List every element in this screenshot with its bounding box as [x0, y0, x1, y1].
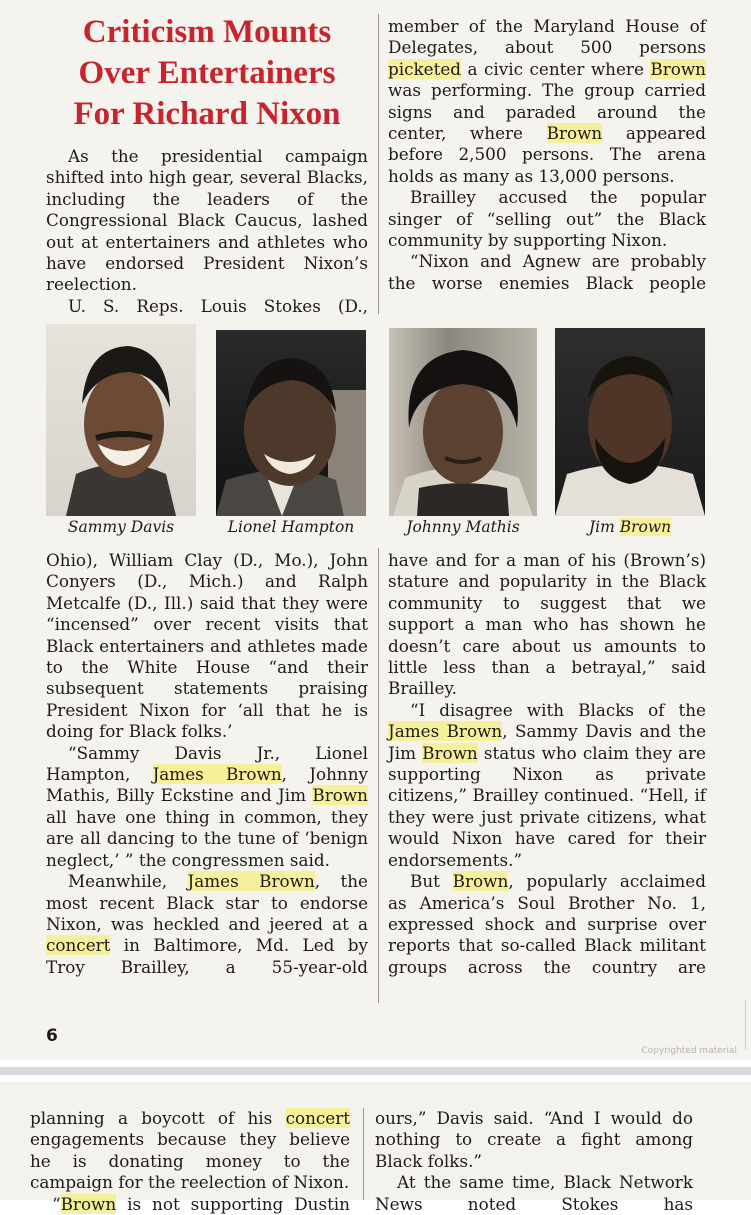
- paragraph: [46, 296, 368, 317]
- highlighted-text: Brown: [422, 742, 478, 763]
- caption-lionel-hampton: [216, 518, 366, 536]
- text-run: ours,” Davis said. “And I would do nothing to create a fight among Black folks.”: [375, 1108, 693, 1171]
- column-bottom-left: [46, 550, 368, 1010]
- highlighted-text: Brown: [60, 1193, 117, 1214]
- highlighted-text: picketed: [388, 58, 462, 79]
- portrait-jim-brown: [555, 328, 705, 516]
- next-column-rule: [363, 1108, 364, 1200]
- paragraph: [30, 1108, 350, 1194]
- text-run: engagements because they believe he is donating money to the campaign for the reelection of Nixon.: [30, 1129, 350, 1193]
- text-run: Brailley accused the popular singer of “selling out” the Black community by supporting Nixon.: [388, 187, 706, 251]
- highlighted-text: concert: [285, 1108, 350, 1128]
- paragraph: [46, 871, 368, 978]
- text-run: Meanwhile,: [68, 871, 188, 892]
- text-run: , the most recent Black star to endorse Nixon, was heckled and jeered at a: [46, 871, 368, 934]
- column-rule-top: [378, 14, 379, 314]
- portrait-johnny-mathis: [389, 328, 537, 516]
- page-fold-edge: [716, 1000, 746, 1050]
- text-run: in Baltimore, Md. Led by Troy Brailley, a 55-year-old: [46, 935, 368, 977]
- highlighted-text: James Brown: [187, 871, 315, 892]
- text-run: a civic center where: [461, 58, 651, 79]
- paragraph: [46, 550, 368, 743]
- text-run: At the same time, Black Network News noted Stokes has: [375, 1172, 693, 1214]
- caption-sammy-davis: [46, 518, 196, 536]
- text-run: Ohio), William Clay (D., Mo.), John Conyers (D., Mich.) and Ralph Metcalfe (D., Ill.) said that they were “incensed” over recent visits that Black entertainers and athletes made to the White House “and their subsequent statements praising President Nixon for ‘all that he is doing for Black folks.’: [46, 550, 368, 742]
- text-run: is not supporting Dustin: [116, 1193, 350, 1214]
- highlighted-text: Brown: [650, 58, 706, 79]
- text-run: , Johnny Mathis, Billy Eckstine and Jim: [46, 764, 368, 806]
- column-bottom-right: [388, 550, 706, 1010]
- photo-johnny-mathis: [389, 328, 537, 516]
- text-run: Johnny Mathis: [406, 518, 520, 536]
- column-top-left: [46, 146, 368, 316]
- photo-lionel-hampton: [216, 330, 366, 516]
- paragraph: [375, 1108, 693, 1172]
- highlighted-text: Brown: [546, 123, 603, 144]
- portrait-sammy-davis: [46, 324, 196, 516]
- caption-jim-brown: [555, 518, 705, 536]
- next-page: [0, 1082, 751, 1214]
- highlighted-text: Brown: [619, 518, 672, 536]
- text-run: U. S. Reps. Louis Stokes (D.,: [68, 295, 368, 316]
- next-column-right: [375, 1108, 693, 1214]
- text-run: Lionel Hampton: [227, 518, 355, 536]
- headline-line-3: For Richard Nixon: [73, 96, 341, 132]
- portrait-lionel-hampton: [216, 330, 366, 516]
- caption-johnny-mathis: [389, 518, 537, 536]
- text-run: As the presidential campaign shifted into high gear, several Blacks, including the leaders of the Congressional Black Caucus, lashed out at entertainers and athletes who have endorsed President Nixon’s reelection.: [46, 146, 368, 295]
- paragraph: [46, 146, 368, 296]
- column-rule-bottom: [378, 548, 379, 1003]
- text-run: planning a boycott of his: [30, 1108, 286, 1128]
- paragraph: [388, 550, 706, 700]
- page-number: 6: [46, 1026, 58, 1046]
- page-separator: [0, 1067, 751, 1075]
- paragraph: [388, 700, 706, 871]
- text-run: member of the Maryland House of Delegates, about 500 persons: [388, 16, 706, 58]
- photo-jim-brown: [555, 328, 705, 516]
- text-run: all have one thing in common, they are all dancing to the tune of ‘benign neglect,’ ” the congressmen said.: [46, 806, 368, 870]
- text-run: have and for a man of his (Brown’s) stature and popularity in the Black community to suggest that we support a man who has shown he doesn’t care about us amounts to little less than a betrayal,” said Brailley.: [388, 550, 706, 699]
- text-run: “I disagree with Blacks of the: [410, 699, 706, 720]
- paragraph: [375, 1172, 693, 1215]
- paragraph: [388, 251, 706, 294]
- copyright-notice: Copyrighted material: [641, 1046, 737, 1056]
- paragraph: [46, 743, 368, 871]
- paragraph: [388, 16, 706, 187]
- highlighted-text: Brown: [452, 871, 509, 892]
- article-headline: [46, 12, 368, 135]
- text-run: status who claim they are supporting Nixon as private citizens,” Brailley continued. “Hell, if they were just private citizens, what would Nixon have cared for their endorsements.”: [388, 742, 706, 870]
- text-run: “: [52, 1193, 61, 1214]
- text-run: Jim: [588, 518, 620, 536]
- text-run: Sammy Davis: [67, 518, 175, 536]
- paragraph: [388, 871, 706, 978]
- text-run: appeared before 2,500 persons. The arena holds as many as 13,000 persons.: [388, 123, 706, 186]
- paragraph: [388, 187, 706, 251]
- highlighted-text: concert: [46, 935, 111, 956]
- text-run: “Nixon and Agnew are probably the worse enemies Black people: [388, 251, 706, 293]
- text-run: was performing. The group carried signs and paraded around the center, where: [388, 80, 706, 144]
- headline-line-2: Over Entertainers: [78, 55, 336, 91]
- column-top-right: [388, 16, 706, 316]
- photo-sammy-davis: [46, 324, 196, 516]
- text-run: “Sammy Davis Jr., Lionel Hampton,: [46, 742, 368, 785]
- highlighted-text: James Brown: [152, 764, 282, 785]
- headline-line-1: Criticism Mounts: [82, 14, 332, 50]
- text-run: , Sammy Davis and the Jim: [388, 721, 706, 763]
- highlighted-text: Brown: [312, 785, 368, 806]
- paragraph: [30, 1194, 350, 1215]
- next-column-left: [30, 1108, 350, 1214]
- text-run: , popularly acclaimed as America’s Soul Brother No. 1, expressed shock and surprise over reports that so-called Black militant groups across the country are: [388, 871, 706, 977]
- highlighted-text: James Brown: [388, 721, 503, 742]
- text-run: But: [410, 871, 453, 892]
